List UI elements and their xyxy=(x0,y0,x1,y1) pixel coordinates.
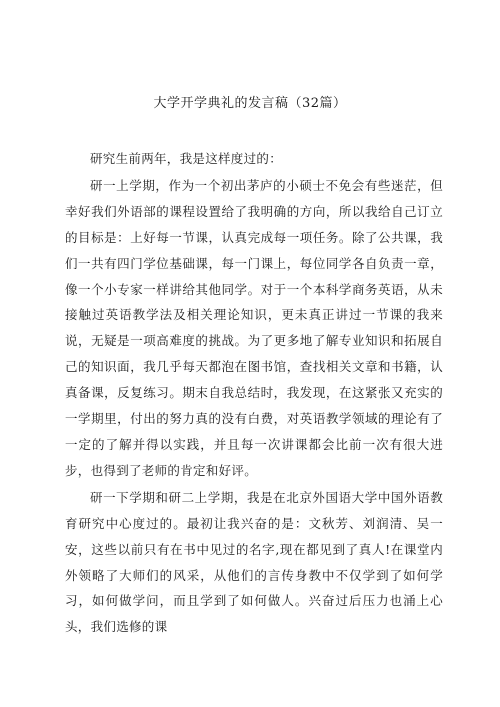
paragraph-first-semester: 研一上学期，作为一个初出茅庐的小硕士不免会有些迷茫，但幸好我们外语部的课程设置给了我明确的方向，所以我给自己订立的目标是：上好每一节课，认真完成每一项任务。除了公共课，我们一共有四门学位基础课，每一门课上，每位同学各自负责一章，像一个小专家一样讲给其他同学。对于一个本科学商务英语，从未接触过英语教学法及相关理论知识，更未真正讲过一节课的我来说，无疑是一项高难度的挑战。为了更多地了解专业知识和拓展自己的知识面，我几乎每天都泡在图书馆，查找相关文章和书籍，认真备课，反复练习。期末自我总结时，我发现，在这紧张又充实的一学期里，付出的努力真的没有白费，对英语教学领域的理论有了一定的了解并得以实践，并且每一次讲课都会比前一次有很大进步，也得到了老师的肯定和好评。 xyxy=(65,177,443,478)
paragraph-bfsu-period: 研一下学期和研二上学期，我是在北京外国语大学中国外语教育研究中心度过的。最初让我兴奋的是：文秋芳、刘润清、吴一安，这些以前只有在书中见过的名字,现在都见到了真人!在课堂内外领略了大师们的风采，从他们的言传身教中不仅学到了如何学习，如何做学问，而且学到了如何做人。兴奋过后压力也涌上心头，我们选修的课 xyxy=(65,489,443,635)
paragraph-intro: 研究生前两年，我是这样度过的： xyxy=(90,151,283,166)
document-title: 大学开学典礼的发言稿（32篇） xyxy=(153,96,347,111)
document-body xyxy=(65,146,443,640)
